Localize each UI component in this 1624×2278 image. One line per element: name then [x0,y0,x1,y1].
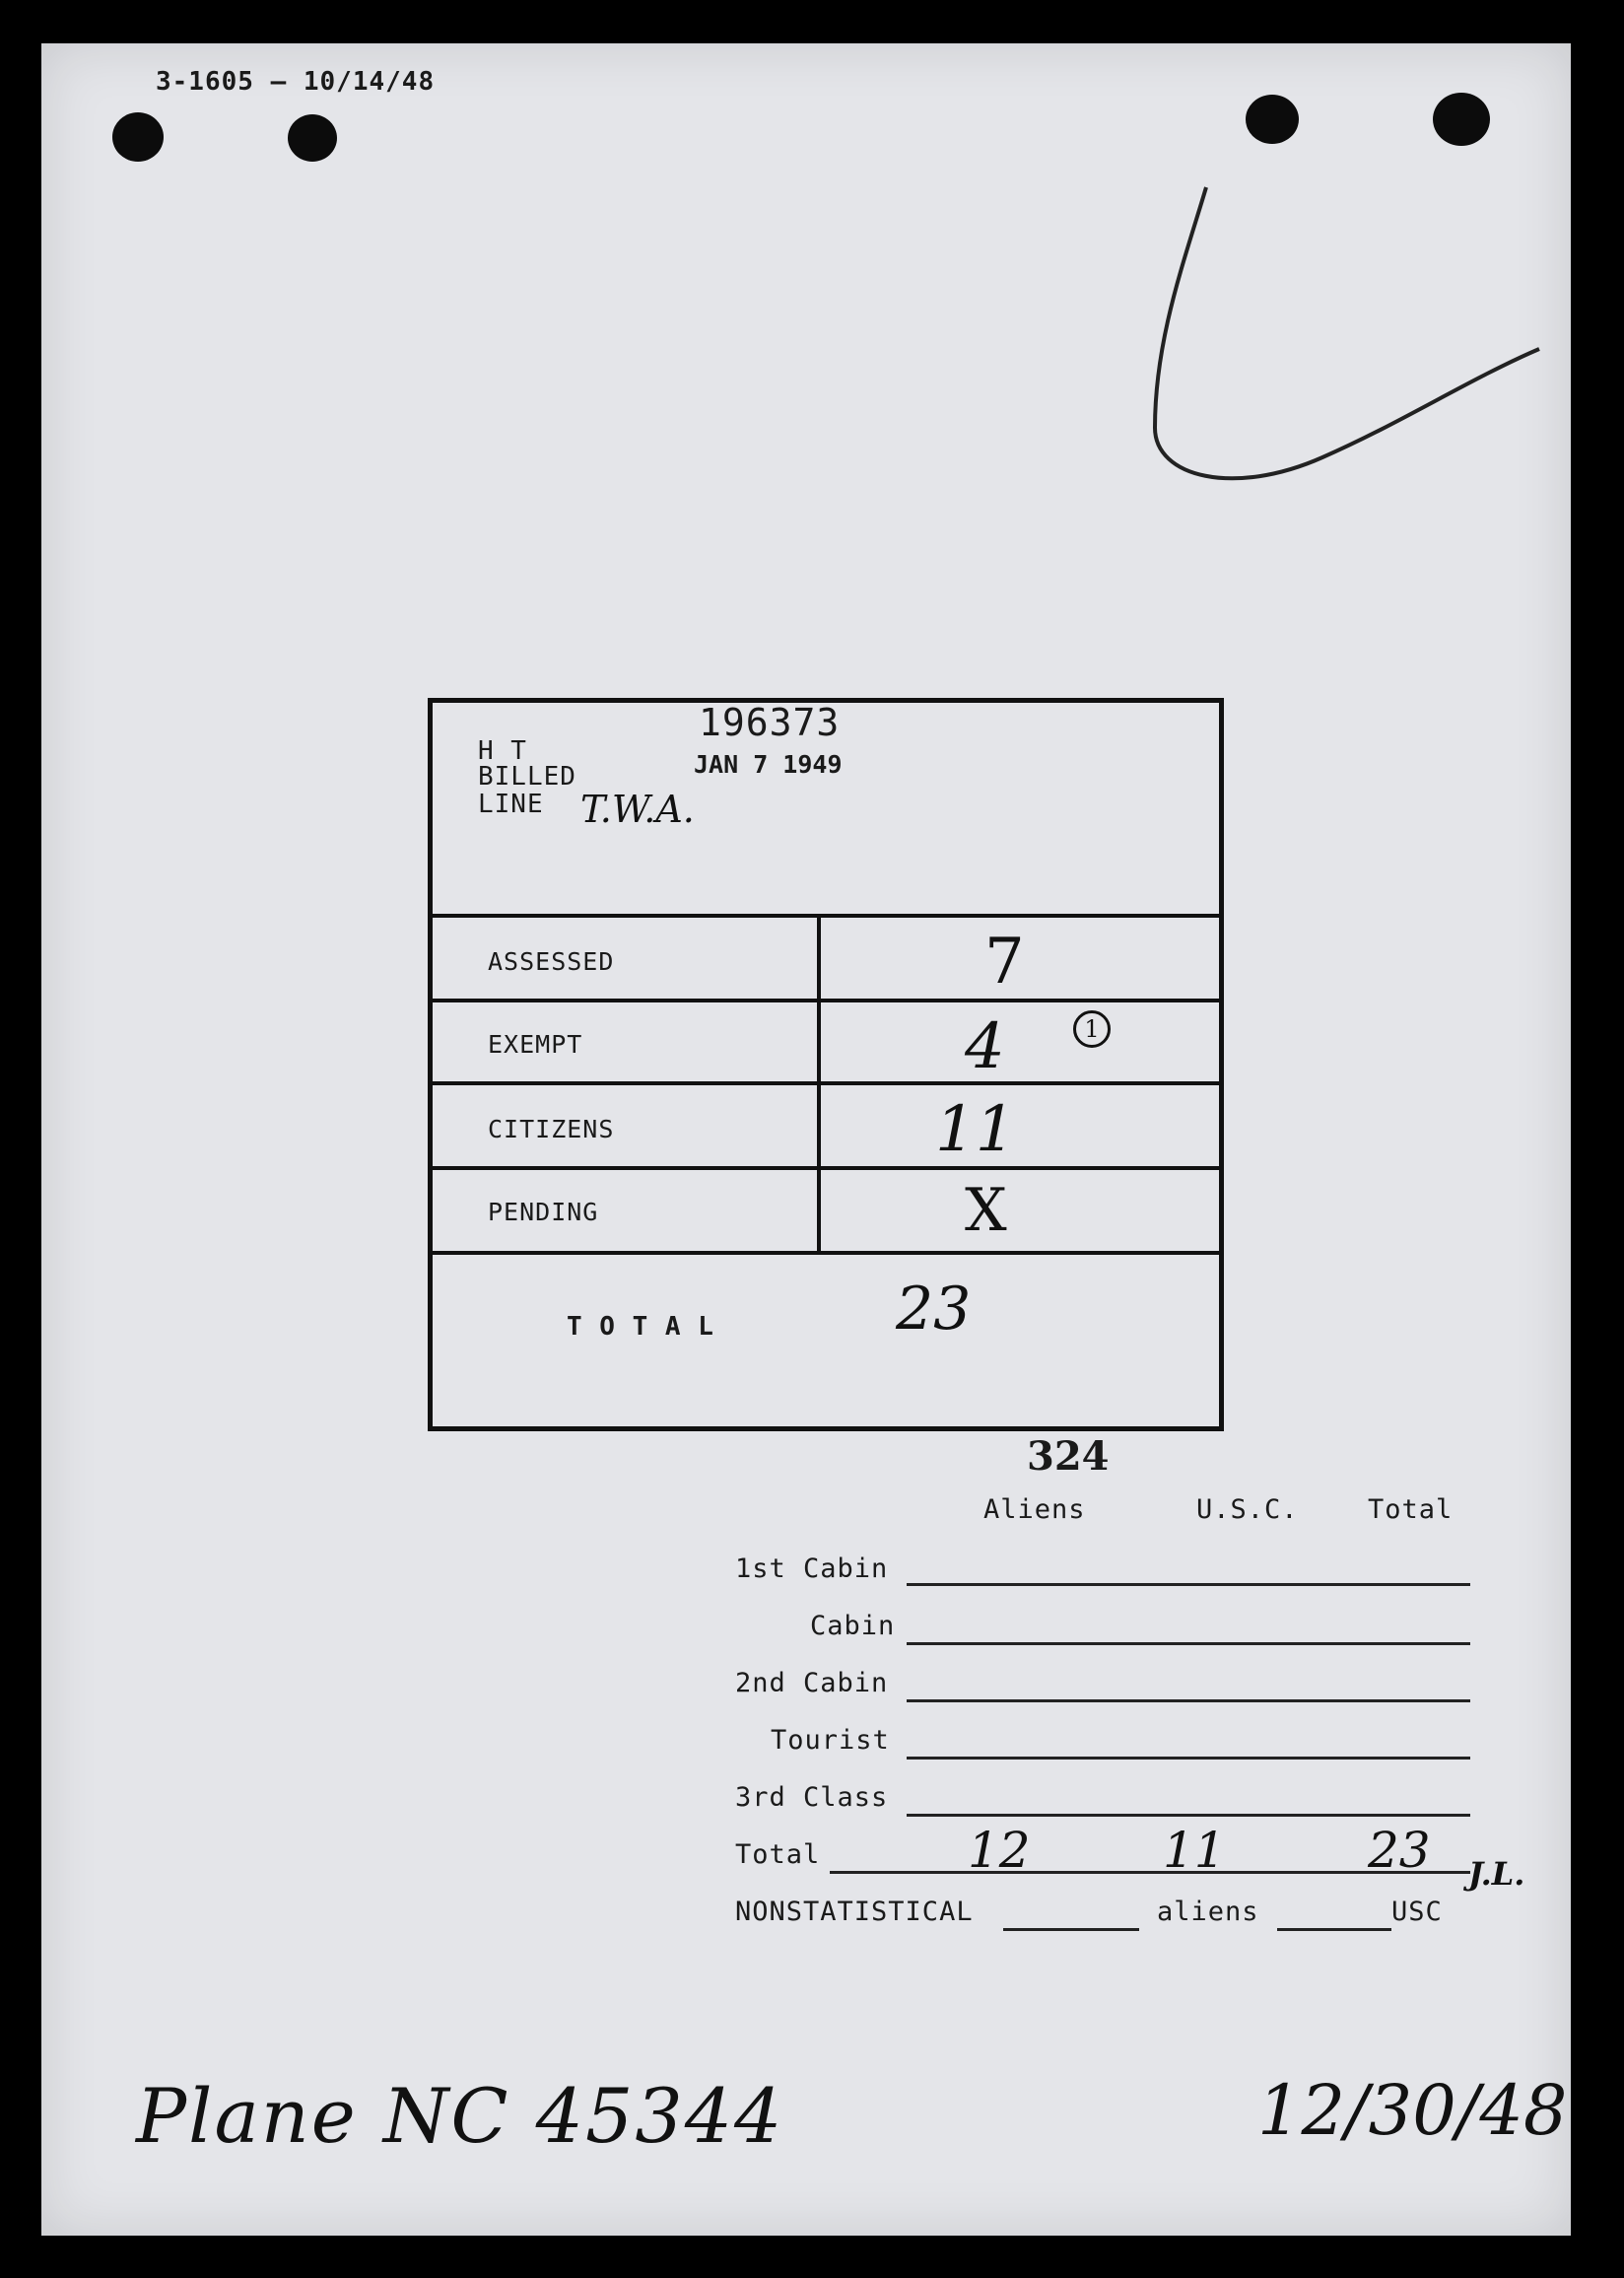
date-note: 12/30/48 [1257,2070,1568,2151]
manifest-number: 324 [1027,1433,1110,1480]
check-mark-icon [1116,181,1549,507]
total-usc-value: 11 [1163,1822,1226,1879]
line-tourist [907,1757,1470,1760]
card-number: 196373 [699,701,841,744]
nonstat-label: NONSTATISTICAL [735,1897,974,1927]
total-label: T O T A L [567,1312,714,1342]
punch-hole-right-2 [1433,93,1490,146]
date-stamp: JAN 7 1949 [694,750,843,779]
line-second-cabin [907,1699,1470,1702]
row-tourist: Tourist [771,1725,890,1756]
nonstat-aliens: aliens [1157,1897,1259,1927]
ht-label: H T [478,736,527,766]
line-nonstat-aliens [1003,1928,1139,1931]
line-third-class [907,1814,1470,1817]
card-column-divider [817,914,821,1253]
total-total-value: 23 [1368,1822,1431,1879]
plane-note: Plane NC 45344 [136,2072,784,2160]
row-second-cabin: 2nd Cabin [735,1668,889,1698]
card-divider-2 [433,1081,1219,1085]
punch-hole-left-2 [288,114,337,162]
row-label-assessed: ASSESSED [488,947,615,976]
line-cabin [907,1642,1470,1645]
line-value: T.W.A. [580,788,695,831]
exempt-circled-number: 1 [1084,1015,1100,1043]
row-value-exempt: 4 [965,1010,1005,1083]
row-cabin: Cabin [810,1611,896,1641]
row-value-assessed: 7 [984,926,1025,999]
total-initials: J.L. [1468,1855,1525,1893]
total-aliens-value: 12 [968,1822,1031,1879]
row-label-citizens: CITIZENS [488,1115,615,1143]
punch-hole-left-1 [112,112,164,162]
form-code: 3-1605 — 10/14/48 [156,67,436,97]
line-nonstat-usc [1277,1928,1391,1931]
column-total: Total [1368,1494,1454,1525]
total-value: 23 [896,1275,972,1344]
column-usc: U.S.C. [1196,1494,1299,1525]
row-label-exempt: EXEMPT [488,1030,583,1059]
document-page [41,43,1571,2236]
billed-label: BILLED [478,762,576,792]
row-value-pending: X [965,1176,1007,1245]
row-label-pending: PENDING [488,1198,599,1226]
exempt-circled-note [1073,1010,1111,1048]
line-first-cabin [907,1583,1470,1586]
card-divider-top [433,914,1219,918]
nonstat-usc: USC [1391,1897,1443,1927]
punch-hole-right-1 [1246,95,1299,144]
card-divider-4 [433,1251,1219,1255]
row-value-citizens: 11 [935,1093,1016,1166]
card-divider-1 [433,999,1219,1002]
row-third-class: 3rd Class [735,1782,889,1813]
row-first-cabin: 1st Cabin [735,1553,889,1584]
line-label: LINE [478,790,544,819]
row-total: Total [735,1839,821,1870]
column-aliens: Aliens [983,1494,1086,1525]
billing-card [428,698,1224,1431]
card-divider-3 [433,1166,1219,1170]
